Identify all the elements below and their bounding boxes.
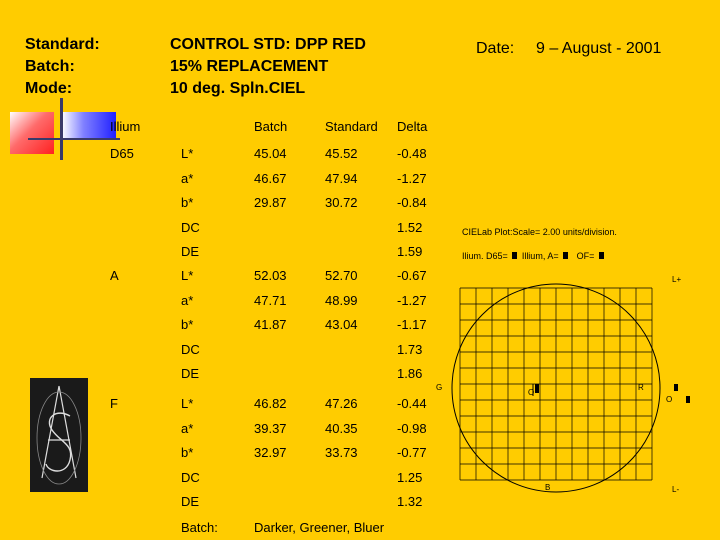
standard-value: 52.70 [325, 268, 358, 283]
dc-label: DC [181, 469, 200, 485]
legend-d65: Ilium. D65= [462, 251, 508, 261]
de-label: DE [181, 244, 200, 259]
plot-label-o2: O [666, 395, 673, 404]
plot-label-l-plus: L+ [672, 275, 682, 284]
header-labels [25, 34, 100, 100]
delta-value: -1.27 [397, 170, 427, 186]
legend-f: OF= [576, 251, 595, 261]
row-label: L* [181, 146, 194, 161]
batch-value: 15% REPLACEMENT [170, 58, 329, 75]
batch-value: 46.67 [254, 170, 287, 186]
standard-value: 40.35 [325, 420, 358, 436]
delta-value: -0.98 [397, 420, 427, 436]
legend-a-marker [563, 252, 568, 259]
illuminant-label: F [110, 396, 118, 411]
standard-value: 47.26 [325, 396, 358, 411]
header-values [170, 34, 366, 100]
dc-label: DC [181, 219, 200, 235]
plot-label-g: G [436, 383, 443, 392]
cielab-plot [436, 268, 710, 498]
de-value: 1.86 [397, 366, 423, 381]
standard-value: CONTROL STD: DPP RED [170, 36, 366, 53]
date-value: 9 – August - 2001 [536, 40, 662, 57]
logo-graphic [30, 378, 88, 492]
batch-footer-value: Darker, Greener, Bluer [254, 520, 385, 535]
batch-value: 52.03 [254, 268, 287, 283]
row-label: b* [181, 445, 194, 460]
illuminant-label: A [110, 268, 119, 283]
dc-value: 1.52 [397, 219, 423, 235]
row-label: b* [181, 317, 194, 332]
delta-value: -1.17 [397, 317, 427, 332]
plot-legend [462, 251, 606, 261]
cielab-plot-title: CIELab Plot:Scale= 2.00 units/division. [462, 227, 617, 237]
mode-label: Mode: [25, 80, 73, 97]
legend-d65-marker [512, 252, 517, 259]
company-logo [30, 378, 88, 492]
delta-value: -0.48 [397, 146, 427, 161]
plot-marker-l2 [686, 396, 690, 403]
batch-value: 47.71 [254, 292, 287, 308]
plot-label-b: B [545, 483, 551, 492]
de-value: 1.59 [397, 244, 423, 259]
row-label: a* [181, 292, 194, 308]
decorative-squares [0, 98, 120, 168]
plot-label-l-minus: L- [672, 485, 680, 494]
plot-grid [460, 288, 652, 480]
delta-value: -1.27 [397, 292, 427, 308]
de-label: DE [181, 494, 200, 509]
batch-value: 32.97 [254, 445, 287, 460]
batch-value: 41.87 [254, 317, 287, 332]
standard-value: 47.94 [325, 170, 358, 186]
standard-value: 33.73 [325, 445, 358, 460]
standard-value: 30.72 [325, 195, 358, 210]
plot-label-r: R [638, 383, 644, 392]
row-label: a* [181, 170, 194, 186]
standard-value: 43.04 [325, 317, 358, 332]
batch-value: 39.37 [254, 420, 287, 436]
standard-label: Standard: [25, 36, 100, 53]
col-header-delta: Delta [397, 119, 428, 134]
batch-label: Batch: [25, 58, 75, 75]
col-header-batch: Batch [254, 119, 288, 134]
de-value: 1.32 [397, 494, 423, 509]
plot-label-o1: O [528, 388, 535, 397]
date-label: Date: [476, 40, 515, 57]
dc-label: DC [181, 341, 200, 357]
standard-value: 48.99 [325, 292, 358, 308]
plot-marker-l1 [674, 384, 678, 391]
standard-value: 45.52 [325, 146, 358, 161]
batch-value: 29.87 [254, 195, 287, 210]
batch-value: 45.04 [254, 146, 287, 161]
blue-square [62, 112, 116, 140]
row-label: L* [181, 396, 194, 411]
red-square [10, 112, 54, 154]
delta-value: -0.84 [397, 195, 427, 210]
legend-a: Illium, A= [521, 251, 559, 261]
delta-value: -0.67 [397, 268, 427, 283]
illuminant-label: D65 [110, 146, 134, 161]
dc-value: 1.25 [397, 469, 423, 485]
col-header-illum: Illium [110, 119, 141, 134]
dc-value: 1.73 [397, 341, 423, 357]
row-label: b* [181, 195, 194, 210]
batch-value: 46.82 [254, 396, 287, 411]
row-label: a* [181, 420, 194, 436]
vertical-rule [60, 98, 63, 160]
delta-value: -0.44 [397, 396, 427, 411]
col-header-standard: Standard [325, 119, 378, 134]
horizontal-rule [28, 138, 120, 140]
de-label: DE [181, 366, 200, 381]
mode-value: 10 deg. Spln.CIEL [170, 80, 306, 97]
legend-f-marker [599, 252, 604, 259]
batch-footer-label: Batch: [181, 520, 218, 535]
row-label: L* [181, 268, 194, 283]
delta-value: -0.77 [397, 445, 427, 460]
plot-marker-ab [535, 384, 539, 393]
